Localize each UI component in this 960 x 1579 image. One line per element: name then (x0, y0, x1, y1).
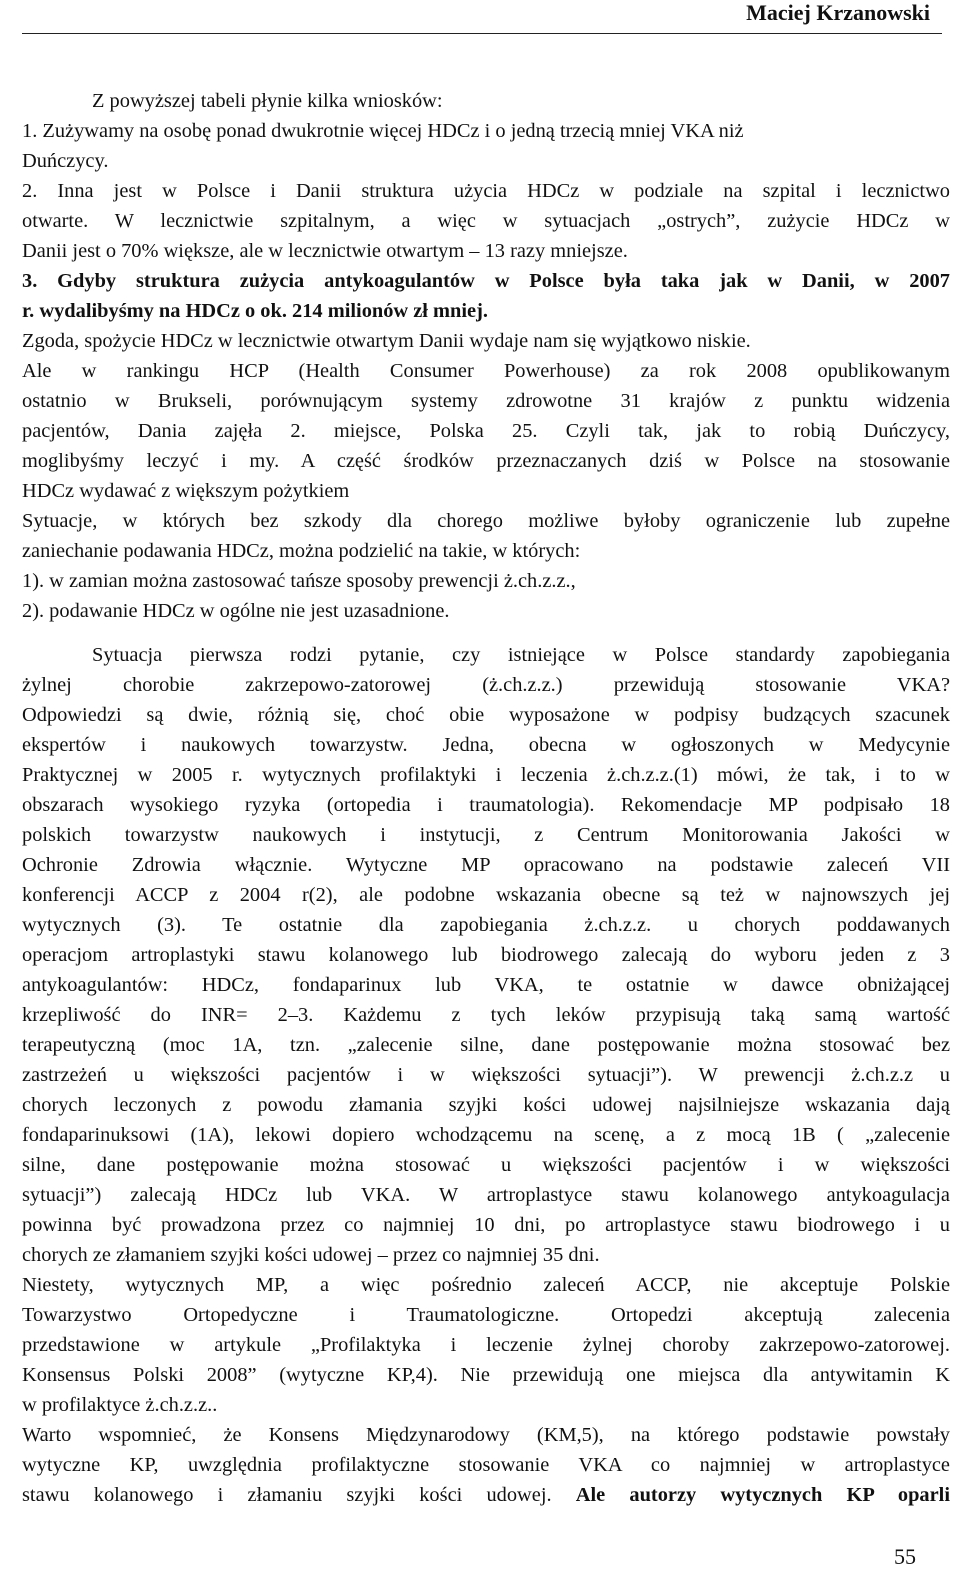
text-line-content: ostatnio w Brukseli, porównującym systemy zdrowotne 31 krajów z punktu widzenia (22, 390, 950, 412)
text-line (22, 640, 950, 670)
text-line-content: Sytuacja pierwsza rodzi pytanie, czy istniejące w Polsce standardy zapobiegania (92, 644, 950, 666)
page-number: 55 (894, 1544, 916, 1569)
text-line (22, 116, 950, 146)
text-line-content: silne, dane postępowanie można stosować u większości pacjentów i w większości (22, 1154, 950, 1176)
text-line (22, 1060, 950, 1090)
text-line (22, 1240, 950, 1270)
text-line (22, 1390, 950, 1420)
text-line-content: moglibyśmy leczyć i my. A część środków przeznaczanych dziś w Polsce na stosowanie (22, 450, 950, 472)
text-line (22, 1150, 950, 1180)
text-line-content: 3. Gdyby struktura zużycia antykoagulantów w Polsce była taka jak w Danii, w 2007 (22, 270, 950, 292)
text-line-content: Danii jest o 70% większe, ale w lecznictwie otwartym – 13 razy mniejsze. (22, 240, 628, 262)
text-line-content: 2. Inna jest w Polsce i Danii struktura użycia HDCz w podziale na szpital i lecznictwo (22, 180, 950, 202)
text-line-content: obszarach wysokiego ryzyka (ortopedia i traumatologia). Rekomendacje MP podpisało 18 (22, 794, 950, 816)
text-line-content: ekspertów i naukowych towarzystw. Jedna, obecna w ogłoszonych w Medycynie (22, 734, 950, 756)
text-line-content: otwarte. W lecznictwie szpitalnym, a więc w sytuacjach „ostrych”, zużycie HDCz w (22, 210, 950, 232)
text-line-content: przedstawione w artykule „Profilaktyka i leczenie żylnej choroby zakrzepowo-zatorowej. (22, 1334, 950, 1356)
text-line (22, 820, 950, 850)
text-line (22, 730, 950, 760)
text-line-content: chorych ze złamaniem szyjki kości udowej – przez co najmniej 35 dni. (22, 1244, 600, 1266)
text-line (22, 1480, 950, 1510)
text-line-content: antykoagulantów: HDCz, fondaparinux lub VKA, te ostatnie w dawce obniżającej (22, 974, 950, 996)
text-line (22, 446, 950, 476)
text-line (22, 326, 950, 356)
text-line (22, 790, 950, 820)
text-line-content: Zgoda, spożycie HDCz w lecznictwie otwartym Danii wydaje nam się wyjątkowo niskie. (22, 330, 751, 352)
text-line-content: pacjentów, Dania zajęła 2. miejsce, Polska 25. Czyli tak, jak to robią Duńczycy, (22, 420, 950, 442)
text-line-content: stawu kolanowego i złamaniu szyjki kości udowej. (22, 1484, 576, 1506)
text-line-content: Duńczycy. (22, 150, 109, 172)
text-line-content: 1). w zamian można zastosować tańsze sposoby prewencji ż.ch.z.z., (22, 570, 576, 592)
text-line (22, 236, 950, 266)
text-line (22, 1330, 950, 1360)
text-line-bold-tail: Ale autorzy wytycznych KP oparli (575, 1484, 950, 1506)
text-line-content: 2). podawanie HDCz w ogólne nie jest uzasadnione. (22, 600, 450, 622)
text-line (22, 176, 950, 206)
text-line (22, 1000, 950, 1030)
text-line (22, 1360, 950, 1390)
document-body (22, 86, 950, 1510)
text-line (22, 146, 950, 176)
text-line-content: r. wydalibyśmy na HDCz o ok. 214 milionów zł mniej. (22, 300, 488, 322)
text-line (22, 760, 950, 790)
text-line-content: Niestety, wytycznych MP, a więc pośrednio zaleceń ACCP, nie akceptuje Polskie (22, 1274, 950, 1296)
text-line (22, 416, 950, 446)
text-line (22, 596, 950, 626)
text-line (22, 206, 950, 236)
text-line-content: Konsensus Polski 2008” (wytyczne KP,4). Nie przewidują one miejsca dla antywitamin K (22, 1364, 950, 1386)
text-line-content: powinna być prowadzona przez co najmniej 10 dni, po artroplastyce stawu biodrowego i u (22, 1214, 950, 1236)
text-line (22, 1270, 950, 1300)
text-line-content: wytyczne KP, uwzględnia profilaktyczne stosowanie VKA co najmniej w artroplastyce (22, 1454, 950, 1476)
text-line-content: Ale w rankingu HCP (Health Consumer Powerhouse) za rok 2008 opublikowanym (22, 360, 950, 382)
header-author: Maciej Krzanowski (746, 0, 930, 25)
text-line-content: konferencji ACCP z 2004 r(2), ale podobne wskazania obecne są też w najnowszych jej (22, 884, 950, 906)
text-line-content: sytuacji”) zalecają HDCz lub VKA. W artroplastyce stawu kolanowego antykoagulacja (22, 1184, 950, 1206)
text-line (22, 506, 950, 536)
header-rule (22, 33, 942, 34)
paragraph-gap (22, 626, 950, 640)
text-line (22, 296, 950, 326)
text-line-content: Towarzystwo Ortopedyczne i Traumatologiczne. Ortopedzi akceptują zalecenia (22, 1304, 950, 1326)
text-line-content: Praktycznej w 2005 r. wytycznych profilaktyki i leczenia ż.ch.z.z.(1) mówi, że tak, i to w (22, 764, 950, 786)
text-line (22, 566, 950, 596)
text-line-content: Warto wspomnieć, że Konsens Międzynarodowy (KM,5), na którego podstawie powstały (22, 1424, 950, 1446)
text-line-content: wytycznych (3). Te ostatnie dla zapobiegania ż.ch.z.z. u chorych poddawanych (22, 914, 950, 936)
text-line-content: zaniechanie podawania HDCz, można podzielić na takie, w których: (22, 540, 581, 562)
text-line (22, 670, 950, 700)
text-line (22, 1420, 950, 1450)
text-line (22, 1180, 950, 1210)
text-line-content: fondaparinuksowi (1A), lekowi dopiero wchodzącemu na scenę, a z mocą 1B ( „zalecenie (22, 1124, 950, 1146)
text-line (22, 970, 950, 1000)
text-line (22, 700, 950, 730)
text-line (22, 940, 950, 970)
text-line (22, 266, 950, 296)
text-line (22, 1120, 950, 1150)
text-line-content: Z powyższej tabeli płynie kilka wniosków: (92, 90, 443, 112)
text-line-content: terapeutyczną (moc 1A, tzn. „zalecenie silne, dane postępowanie można stosować bez (22, 1034, 950, 1056)
text-line (22, 1090, 950, 1120)
text-line (22, 880, 950, 910)
text-line-content: polskich towarzystw naukowych i instytucji, z Centrum Monitorowania Jakości w (22, 824, 950, 846)
text-line-content: Odpowiedzi są dwie, różnią się, choć obie wyposażone w podpisy budzących szacunek (22, 704, 950, 726)
text-line-content: żylnej chorobie zakrzepowo-zatorowej (ż.ch.z.z.) przewidują stosowanie VKA? (22, 674, 950, 696)
text-line-content: zastrzeżeń u większości pacjentów i w większości sytuacji”). W prewencji ż.ch.z.z u (22, 1064, 950, 1086)
text-line (22, 850, 950, 880)
text-line (22, 910, 950, 940)
text-line (22, 386, 950, 416)
text-line-content: Ochronie Zdrowia włącznie. Wytyczne MP opracowano na podstawie zaleceń VII (22, 854, 950, 876)
text-line-content: operacjom artroplastyki stawu kolanowego lub biodrowego zalecają do wyboru jeden z 3 (22, 944, 950, 966)
text-line (22, 356, 950, 386)
text-line (22, 536, 950, 566)
text-line (22, 86, 950, 116)
text-line (22, 1300, 950, 1330)
text-line-content: krzepliwość do INR= 2–3. Każdemu z tych leków przypisują taką samą wartość (22, 1004, 950, 1026)
text-line-content: Sytuacje, w których bez szkody dla chorego możliwe byłoby ograniczenie lub zupełne (22, 510, 950, 532)
text-line-content: w profilaktyce ż.ch.z.z.. (22, 1394, 218, 1416)
text-line-content: HDCz wydawać z większym pożytkiem (22, 480, 350, 502)
text-line (22, 1030, 950, 1060)
text-line-content: 1. Zużywamy na osobę ponad dwukrotnie więcej HDCz i o jedną trzecią mniej VKA niż (22, 120, 744, 142)
text-line (22, 1210, 950, 1240)
text-line-content: chorych leczonych z powodu złamania szyjki kości udowej najsilniejsze wskazania dają (22, 1094, 950, 1116)
text-line (22, 476, 950, 506)
text-line (22, 1450, 950, 1480)
